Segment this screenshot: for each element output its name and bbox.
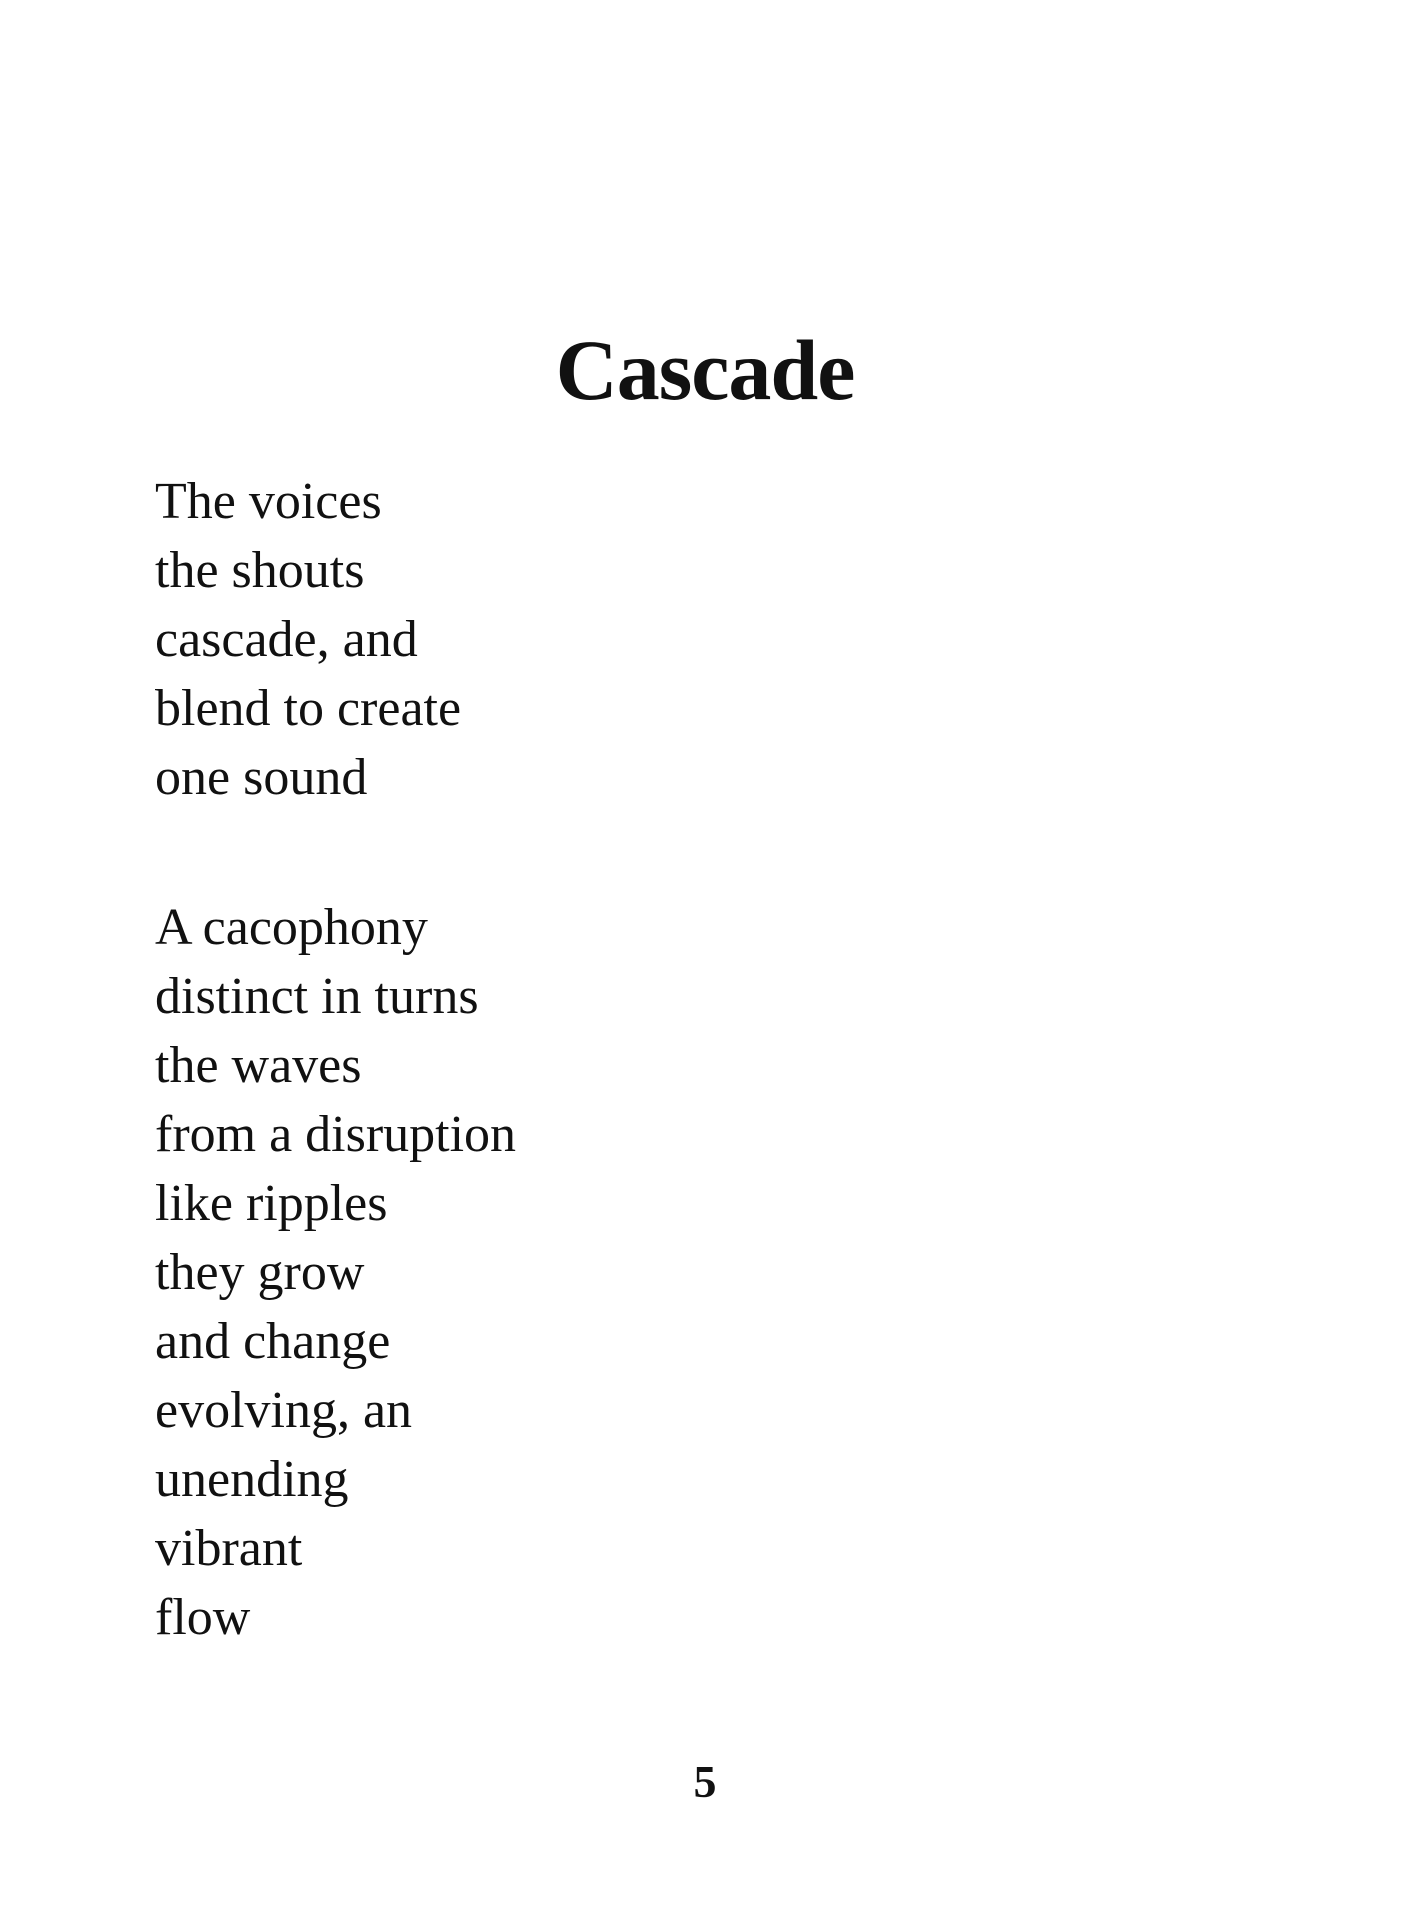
poem-title: Cascade	[555, 322, 855, 418]
poem-line: the waves	[155, 1037, 362, 1094]
poem-line: and change	[155, 1313, 391, 1370]
poem-line: unending	[155, 1451, 349, 1508]
poem-line: one sound	[155, 749, 368, 806]
poem-line: they grow	[155, 1244, 365, 1301]
poem-line: The voices	[155, 473, 382, 530]
poem-line: vibrant	[155, 1520, 303, 1577]
poem-line: blend to create	[155, 680, 462, 737]
page-number: 5	[693, 1756, 717, 1807]
stanza-1	[155, 467, 1055, 812]
poem-line: cascade, and	[155, 611, 418, 668]
stanza-2	[155, 893, 1055, 1652]
poem-line: evolving, an	[155, 1382, 413, 1439]
poem-line: flow	[155, 1589, 251, 1646]
poem-line: A cacophony	[155, 899, 428, 956]
poem-line: like ripples	[155, 1175, 388, 1232]
poem-line: distinct in turns	[155, 968, 479, 1025]
poem-line: from a disruption	[155, 1106, 517, 1163]
poem-line: the shouts	[155, 542, 365, 599]
